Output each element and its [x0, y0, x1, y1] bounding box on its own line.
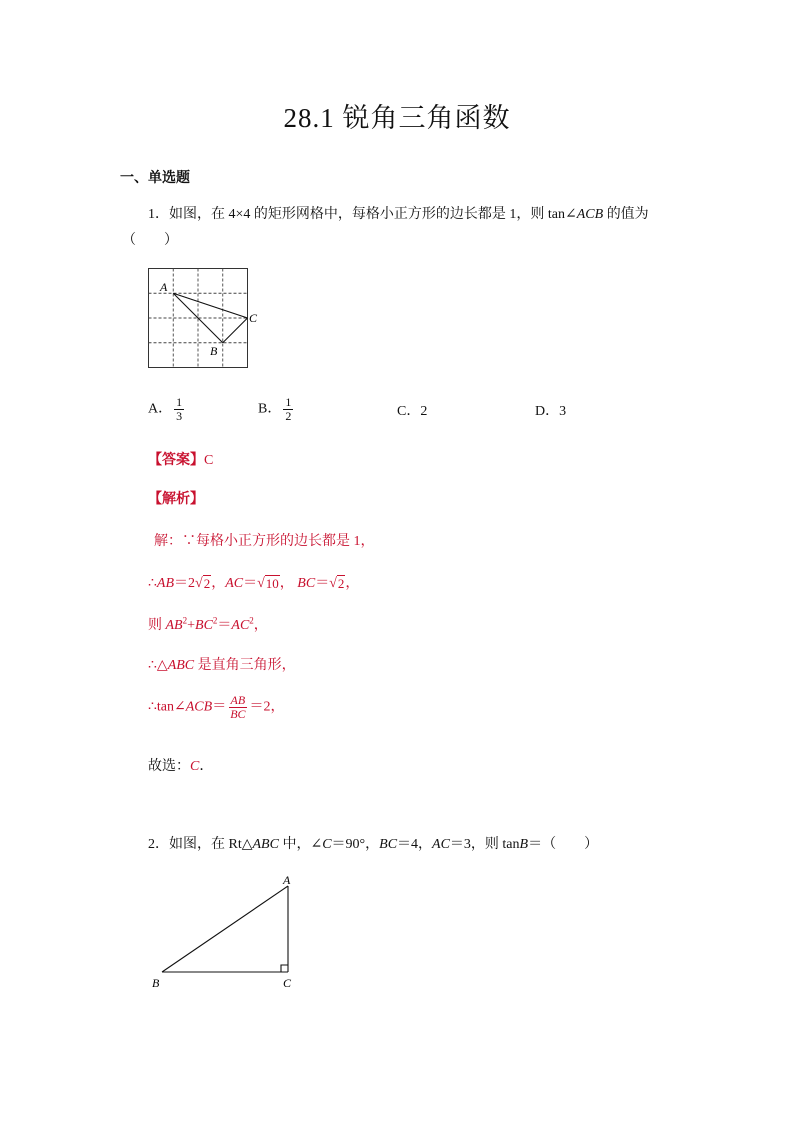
sol4-p2: 是直角三角形，	[194, 658, 296, 673]
q1-stem-text: 1．如图，在 4×4 的矩形网格中，每格小正方形的边长都是 1，则 tan∠	[148, 207, 577, 222]
sol3-v3: AC	[231, 618, 250, 633]
option-a-fraction	[174, 396, 184, 423]
section-heading: 一、单选题	[120, 170, 190, 186]
q2-v1: ABC	[252, 837, 279, 852]
sol3-p4: ，	[253, 618, 268, 633]
option-b	[258, 396, 295, 423]
answer-line	[148, 449, 213, 469]
solution-line-2	[148, 572, 359, 592]
solution-line-5	[148, 694, 285, 721]
sol3-sup1: 2	[182, 615, 188, 626]
q1-grid-figure	[140, 262, 270, 382]
sqrt-2-a-radicand: 2	[203, 576, 211, 591]
sol2-v3: BC	[297, 576, 316, 591]
solution-line-4	[148, 654, 296, 674]
sol3-v2: BC	[195, 618, 213, 633]
sol3-sup3: 2	[249, 615, 254, 626]
option-d: D．3	[535, 404, 567, 419]
option-c: C．2	[397, 404, 428, 419]
option-b-num: 1	[285, 395, 292, 409]
sol3-sup2: 2	[212, 615, 218, 626]
sqrt-2-a: √ 2	[195, 576, 211, 591]
page-title: 28.1 锐角三角函数	[283, 103, 511, 133]
q2-s5: ＝3，则 tan	[449, 837, 520, 852]
sol5-num: AB	[230, 693, 246, 707]
sol4-v1: ABC	[167, 658, 195, 673]
sol2-p3: ，	[211, 576, 226, 591]
sol3-p2: +	[187, 618, 196, 633]
q2-v3: BC	[379, 837, 398, 852]
sol5-p3: ＝2，	[249, 699, 285, 715]
sol5-v1: ACB	[185, 699, 213, 715]
answer-value: C	[204, 453, 214, 468]
sol5-fraction	[228, 694, 247, 721]
answer-tag: 【答案】	[148, 453, 204, 468]
q2-v5: B	[519, 837, 529, 852]
sol3-v1: AB	[165, 618, 183, 633]
q2-v4: AC	[432, 837, 450, 852]
option-b-label: B．	[258, 401, 282, 417]
sol2-p2: ＝2	[174, 576, 196, 591]
option-a	[148, 396, 186, 423]
q2-s1: 2．如图，在 Rt△	[148, 837, 253, 852]
question-2-stem	[148, 833, 598, 853]
solution-line-6	[148, 755, 213, 775]
q1-stem-end: 的值为	[603, 207, 649, 222]
sol2-v1: AB	[156, 576, 175, 591]
sol6-p1: 故选：	[148, 759, 190, 774]
q2-s2: 中，∠	[278, 837, 323, 852]
label-c: C	[249, 311, 258, 325]
label-a: A	[283, 873, 291, 887]
sol3-p3: ＝	[217, 618, 232, 633]
label-b: B	[152, 976, 160, 990]
sqrt-2-b-radicand: 2	[337, 576, 345, 591]
sol6-v1: C	[190, 759, 200, 774]
label-c: C	[283, 976, 292, 990]
label-b: B	[210, 344, 218, 358]
sqrt-10: √ 10	[257, 576, 279, 591]
sol2-p5: ，	[279, 576, 298, 591]
analysis-tag: 【解析】	[148, 492, 204, 507]
q1-paren: （ ）	[122, 233, 178, 248]
sol2-v2: AC	[225, 576, 244, 591]
right-triangle	[162, 886, 288, 972]
option-b-fraction	[283, 396, 293, 423]
sol2-p7: ，	[345, 576, 360, 591]
q2-s6: ＝（ ）	[528, 837, 599, 852]
option-a-label: A．	[148, 401, 173, 417]
q2-v2: C	[322, 837, 332, 852]
option-a-den: 3	[176, 409, 183, 423]
sol2-p1: ∴	[148, 576, 157, 591]
sol4-p1: ∴△	[148, 658, 168, 673]
sol5-p1: ∴tan∠	[148, 699, 186, 715]
right-angle-mark	[281, 965, 288, 972]
solution-line-3	[148, 614, 268, 634]
sqrt-10-radicand: 10	[265, 576, 279, 591]
question-1-stem	[148, 203, 649, 223]
option-b-den: 2	[285, 409, 292, 423]
option-a-num: 1	[176, 395, 183, 409]
q2-s3: ＝90°，	[331, 837, 380, 852]
sol2-p6: ＝	[315, 576, 330, 591]
sol5-den: BC	[230, 707, 246, 721]
solution-line-1: 解：∵每格小正方形的边长都是 1，	[154, 534, 375, 549]
sqrt-2-b: √ 2	[329, 576, 345, 591]
q2-s4: ＝4，	[397, 837, 433, 852]
sol5-p2: ＝	[212, 699, 227, 715]
sol6-p2: ．	[199, 759, 214, 774]
label-a: A	[160, 280, 168, 294]
q2-triangle-figure	[145, 868, 310, 996]
q1-stem-var: ACB	[576, 207, 604, 222]
sol2-p4: ＝	[243, 576, 258, 591]
sol3-p1: 则	[148, 618, 166, 633]
